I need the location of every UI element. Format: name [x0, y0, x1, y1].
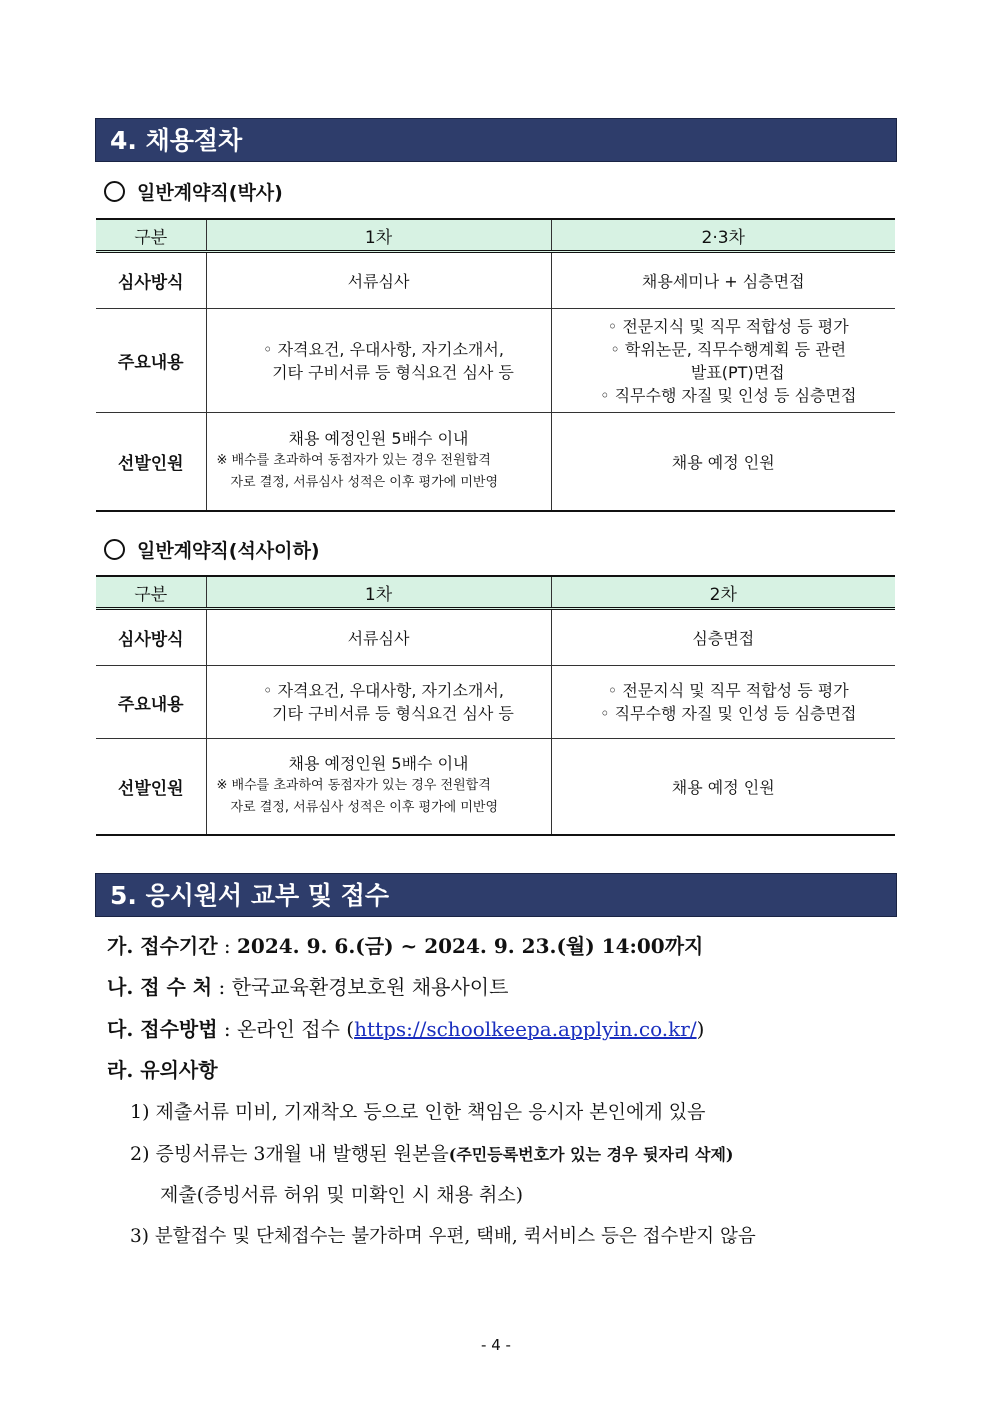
method-value-end: )	[696, 1017, 705, 1041]
table-cell: 서류심사	[206, 609, 551, 666]
row-label: 주요내용	[96, 309, 206, 413]
notes-label	[107, 1054, 218, 1083]
section-4-title: 4. 채용절차	[95, 118, 897, 162]
table-row	[96, 739, 895, 835]
header-cell: 2차	[551, 576, 895, 609]
row-label: 심사방식	[96, 609, 206, 666]
selection-note: 자로 결정, 서류심사 성적은 이후 평가에 미반영	[230, 475, 499, 491]
bullet-line: 발표(PT)면접	[690, 362, 785, 382]
bullet-line: 기타 구비서류 등 형식요건 심사 등	[272, 704, 514, 723]
table-cell	[551, 309, 895, 413]
header-cell: 구분	[96, 219, 206, 252]
bullet-line: ◦ 직무수행 자질 및 인성 등 심층면접	[600, 385, 857, 405]
table-row	[96, 609, 895, 666]
selection-note: ※ 배수를 초과하여 동점자가 있는 경우 전원합격	[216, 453, 491, 469]
header-cell: 구분	[96, 576, 206, 609]
bullet-line: ◦ 자격요건, 우대사항, 자기소개서,	[263, 339, 504, 359]
row-label: 주요내용	[96, 666, 206, 739]
note-1: 1) 제출서류 미비, 기재착오 등으로 인한 책임은 응시자 본인에게 있음	[130, 1101, 706, 1123]
table-header-row	[96, 576, 895, 609]
table-cell	[206, 309, 551, 413]
separator: :	[217, 934, 237, 958]
row-label: 심사방식	[96, 252, 206, 309]
table-cell	[206, 739, 551, 835]
bullet-line: ◦ 학위논문, 직무수행계획 등 관련	[610, 339, 847, 359]
table-row	[96, 252, 895, 309]
note-2	[130, 1139, 733, 1166]
header-cell: 1차	[206, 576, 551, 609]
bullet-line: ◦ 전문지식 및 직무 적합성 등 평가	[607, 681, 849, 700]
note-3: 3) 분할접수 및 단체접수는 불가하며 우편, 택배, 퀵서비스 등은 접수받지 않음	[130, 1226, 756, 1247]
application-method	[107, 1013, 704, 1042]
masters-subtitle	[104, 536, 320, 563]
circle-bullet-icon	[104, 539, 125, 560]
selection-main: 채용 예정인원 5배수 이내	[288, 429, 469, 449]
table-cell: 채용 예정 인원	[551, 413, 895, 511]
page-number: - 4 -	[481, 1336, 511, 1354]
period-label: 가. 접수기간	[107, 934, 218, 958]
method-value: 온라인 접수 (	[236, 1017, 355, 1041]
table-cell	[206, 666, 551, 739]
table-cell: 채용세미나 + 심층면접	[551, 252, 895, 309]
period-value: 2024. 9. 6.(금) ~ 2024. 9. 23.(월) 14:00까지	[236, 934, 704, 958]
bullet-line: ◦ 자격요건, 우대사항, 자기소개서,	[263, 681, 504, 700]
note-2-continued: 제출(증빙서류 허위 및 미확인 시 채용 취소)	[160, 1184, 524, 1206]
table-cell: 서류심사	[206, 252, 551, 309]
bullet-line: 기타 구비서류 등 형식요건 심사 등	[272, 362, 514, 382]
selection-note: 자로 결정, 서류심사 성적은 이후 평가에 미반영	[230, 800, 499, 816]
masters-procedure-table	[96, 575, 895, 836]
selection-main: 채용 예정인원 5배수 이내	[288, 754, 469, 774]
application-place	[107, 971, 508, 1000]
separator: :	[212, 975, 232, 999]
table-cell: 채용 예정 인원	[551, 739, 895, 835]
note-2-text: 2) 증빙서류는 3개월 내 발행된 원본을	[130, 1143, 449, 1165]
table-row	[96, 666, 895, 739]
section-5-title: 5. 응시원서 교부 및 접수	[95, 873, 897, 917]
phd-subtitle-text: 일반계약직(박사)	[137, 182, 283, 204]
notes-label-text: 라. 유의사항	[107, 1058, 218, 1082]
table-header-row	[96, 219, 895, 252]
table-cell: 심층면접	[551, 609, 895, 666]
header-cell: 1차	[206, 219, 551, 252]
row-label: 선발인원	[96, 739, 206, 835]
row-label: 선발인원	[96, 413, 206, 511]
place-label: 나. 접 수 처	[107, 975, 213, 999]
header-cell: 2·3차	[551, 219, 895, 252]
application-period	[107, 930, 703, 959]
application-site-link[interactable]: https://schoolkeepa.applyin.co.kr/	[354, 1017, 697, 1041]
bullet-line: ◦ 전문지식 및 직무 적합성 등 평가	[607, 316, 849, 336]
separator: :	[217, 1017, 237, 1041]
table-row	[96, 413, 895, 511]
selection-note: ※ 배수를 초과하여 동점자가 있는 경우 전원합격	[216, 778, 491, 794]
table-row	[96, 309, 895, 413]
note-2-bold: (주민등록번호가 있는 경우 뒷자리 삭제)	[448, 1145, 734, 1164]
bullet-line: ◦ 직무수행 자질 및 인성 등 심층면접	[600, 704, 857, 723]
phd-procedure-table	[96, 218, 895, 512]
place-value: 한국교육환경보호원 채용사이트	[231, 975, 509, 999]
method-label: 다. 접수방법	[107, 1017, 218, 1041]
table-cell	[206, 413, 551, 511]
circle-bullet-icon	[104, 181, 125, 202]
table-cell	[551, 666, 895, 739]
masters-subtitle-text: 일반계약직(석사이하)	[137, 540, 320, 562]
phd-subtitle	[104, 178, 283, 205]
